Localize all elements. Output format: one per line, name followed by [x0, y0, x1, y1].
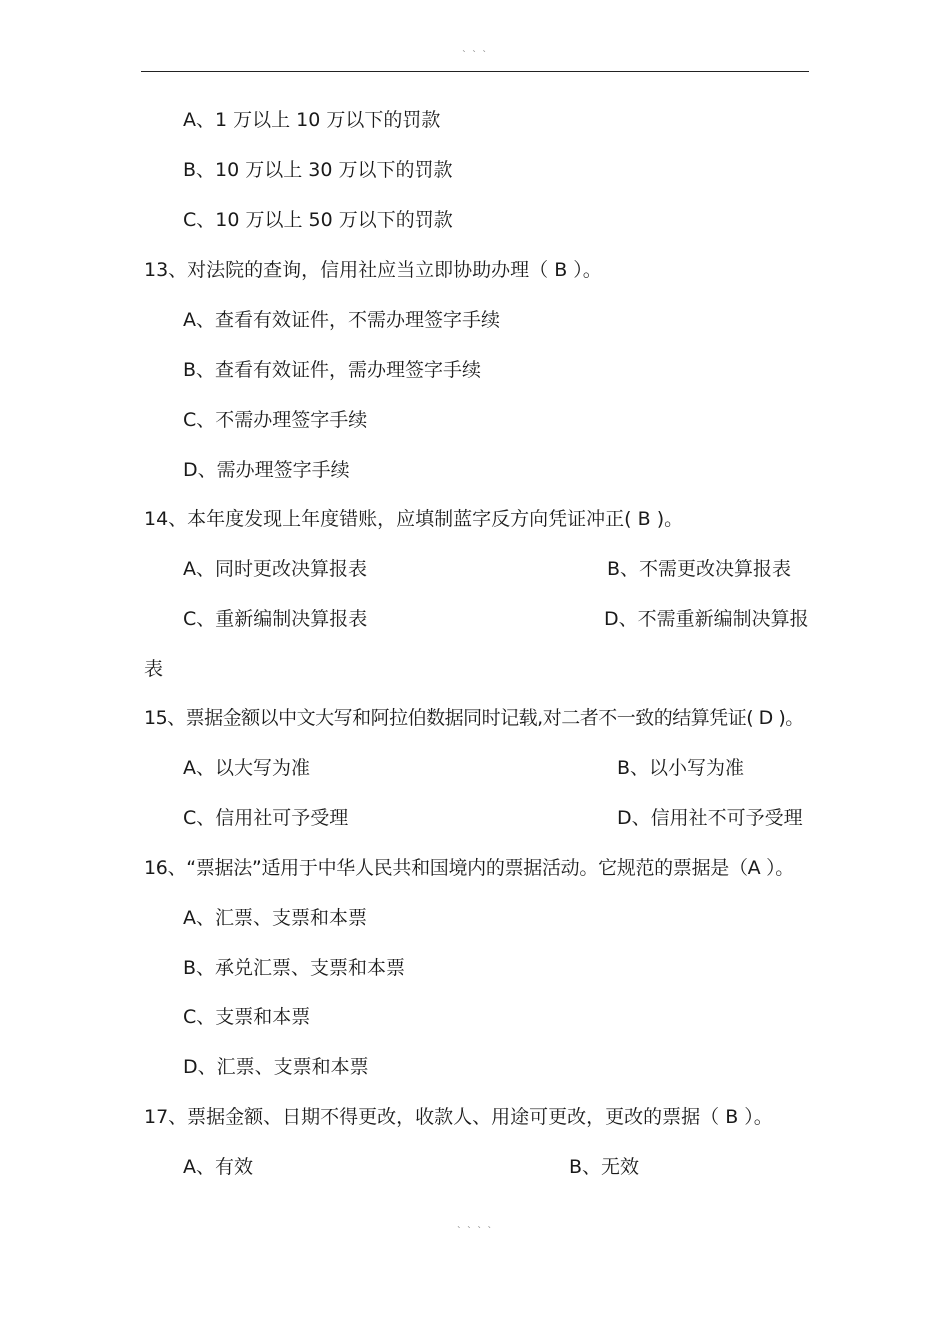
question-13: 13、对法院的查询，信用社应当立即协助办理（ B ）。 — [144, 259, 602, 281]
option-line: D、不需重新编制决算报 — [604, 608, 809, 630]
header-mark: ` ` ` — [461, 50, 489, 61]
option-line: C、信用社可予受理 — [183, 807, 349, 829]
question-15: 15、票据金额以中文大写和阿拉伯数据同时记载,对二者不一致的结算凭证( D )。 — [144, 707, 804, 729]
option-line: C、重新编制决算报表 — [183, 608, 368, 630]
question-14: 14、本年度发现上年度错账，应填制蓝字反方向凭证冲正( B )。 — [144, 508, 684, 530]
option-line: A、同时更改决算报表 — [183, 558, 367, 580]
option-line: C、10 万以上 50 万以下的罚款 — [183, 209, 453, 231]
wrapped-text: 表 — [144, 658, 164, 680]
option-line: B、查看有效证件，需办理签字手续 — [183, 359, 482, 381]
option-line: D、汇票、支票和本票 — [183, 1056, 369, 1078]
option-line: A、查看有效证件，不需办理签字手续 — [183, 309, 500, 331]
option-line: A、1 万以上 10 万以下的罚款 — [183, 109, 441, 131]
question-16: 16、“票据法”适用于中华人民共和国境内的票据活动。它规范的票据是（A ）。 — [144, 857, 795, 879]
option-line: B、不需更改决算报表 — [607, 558, 792, 580]
option-line: B、10 万以上 30 万以下的罚款 — [183, 159, 453, 181]
header-rule — [141, 71, 809, 72]
option-line: A、有效 — [183, 1156, 253, 1178]
option-line: A、以大写为准 — [183, 757, 310, 779]
option-line: C、支票和本票 — [183, 1006, 311, 1028]
footer-mark: ` ` ` ` — [456, 1226, 494, 1237]
option-line: A、汇票、支票和本票 — [183, 907, 367, 929]
option-line: B、无效 — [569, 1156, 640, 1178]
question-17: 17、票据金额、日期不得更改，收款人、用途可更改，更改的票据（ B ）。 — [144, 1106, 773, 1128]
option-line: C、不需办理签字手续 — [183, 409, 368, 431]
option-line: D、信用社不可予受理 — [617, 807, 803, 829]
option-line: B、以小写为准 — [617, 757, 745, 779]
option-line: D、需办理签字手续 — [183, 459, 350, 481]
option-line: B、承兑汇票、支票和本票 — [183, 957, 406, 979]
